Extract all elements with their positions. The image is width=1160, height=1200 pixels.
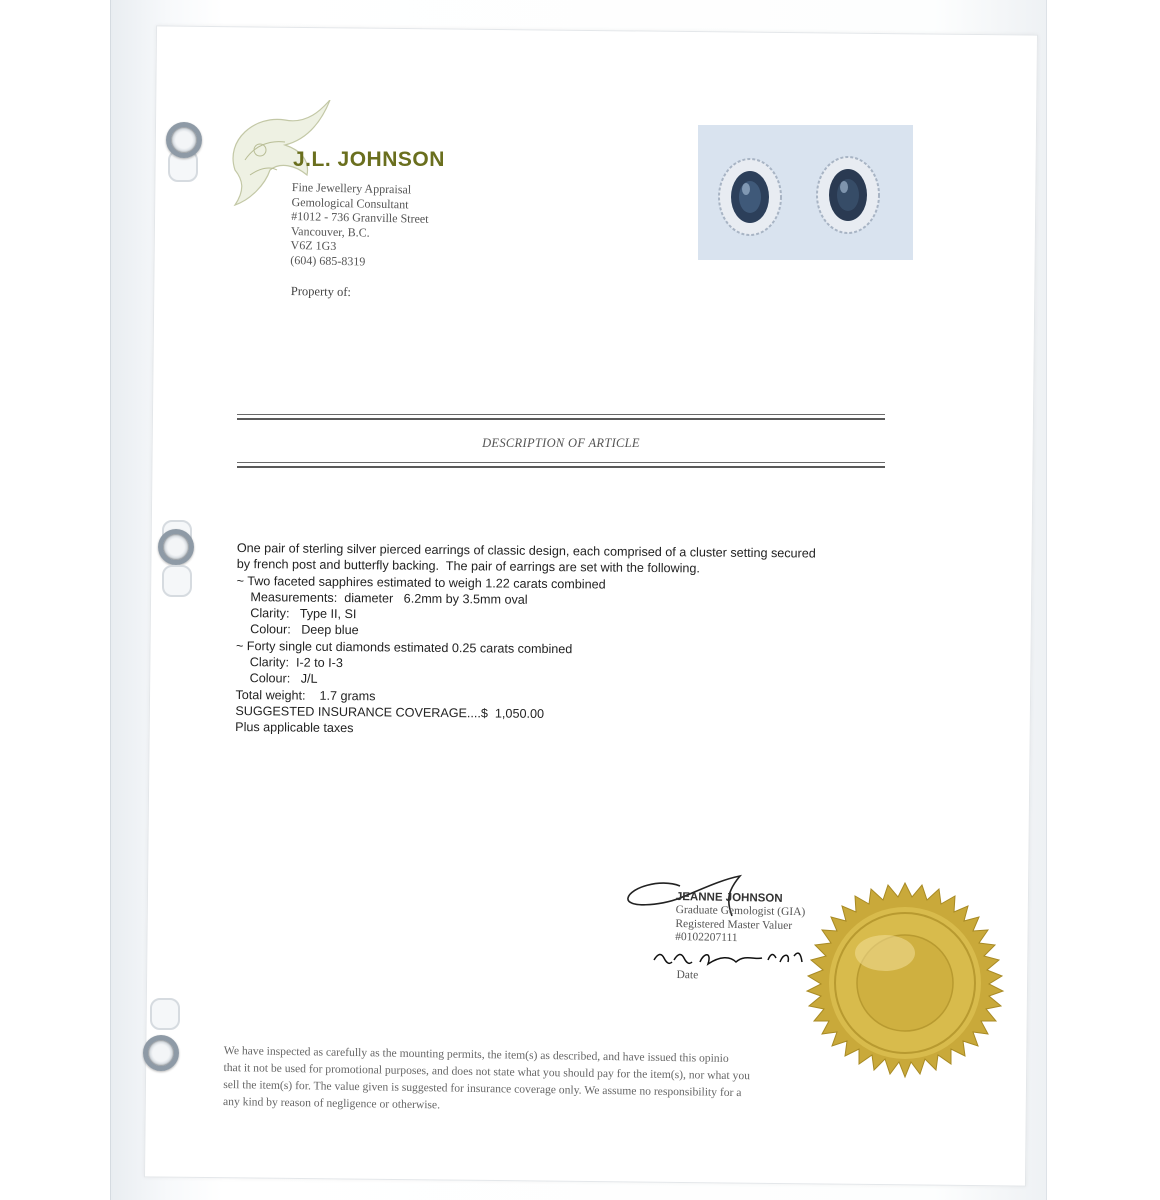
description-line: Colour: J/L xyxy=(235,671,318,687)
description-line: ~ Forty single cut diamonds estimated 0.25 carats combined xyxy=(235,638,573,657)
bottom-divider xyxy=(237,462,885,468)
address-line: Fine Jewellery Appraisal xyxy=(291,180,412,197)
disclaimer-line: that it not be used for promotional purposes, and does not state what you should pay for the item(s), nor what you xyxy=(223,1060,751,1083)
section-title: DESCRIPTION OF ARTICLE xyxy=(482,436,640,450)
top-divider xyxy=(237,414,885,420)
description-line: Clarity: Type II, SI xyxy=(236,606,357,622)
firm-address xyxy=(290,180,429,270)
firm-name: J.L. JOHNSON xyxy=(293,148,445,171)
description-line: ~ Two faceted sapphires estimated to weigh 1.22 carats combined xyxy=(236,573,606,592)
appraiser-name: JEANNE JOHNSON xyxy=(675,891,783,905)
appraiser-number: #0102207111 xyxy=(675,931,738,945)
binder-hole-icon xyxy=(158,529,194,565)
taxes-note: Plus applicable taxes xyxy=(235,720,354,736)
property-of-label: Property of: xyxy=(290,284,352,300)
earring-pair-icon xyxy=(698,125,913,260)
appraiser-credential: Graduate Gemologist (GIA) xyxy=(675,904,806,919)
binder-slot xyxy=(162,565,192,597)
earring-photo xyxy=(698,125,913,260)
binder-slot xyxy=(150,998,180,1030)
binder-hole-icon xyxy=(166,122,202,158)
description-line: Colour: Deep blue xyxy=(236,622,359,638)
disclaimer xyxy=(223,1042,864,1120)
address-line: V6Z 1G3 xyxy=(290,237,337,253)
address-line: Gemological Consultant xyxy=(291,194,409,211)
insurance-coverage: SUGGESTED INSURANCE COVERAGE....$ 1,050.00 xyxy=(235,703,545,721)
disclaimer-line: sell the item(s) for. The value given is suggested for insurance coverage only. We assume no responsibility for a xyxy=(223,1077,742,1100)
description-line: Clarity: I-2 to I-3 xyxy=(235,655,343,671)
article-description xyxy=(235,540,897,742)
total-weight: Total weight: 1.7 grams xyxy=(235,687,376,704)
description-line: by french post and butterfly backing. The pair of earrings are set with the following. xyxy=(236,557,701,576)
description-line: Measurements: diameter 6.2mm by 3.5mm oval xyxy=(236,589,528,607)
binder-hole-icon xyxy=(143,1035,179,1071)
disclaimer-line: any kind by reason of negligence or otherwise. xyxy=(222,1094,441,1112)
appraiser-credential: Registered Master Valuer xyxy=(675,917,793,932)
description-line: One pair of sterling silver pierced earrings of classic design, each comprised of a cluster setting secured xyxy=(236,540,816,561)
address-line: #1012 - 736 Granville Street xyxy=(291,208,429,226)
phone-number: (604) 685-8319 xyxy=(290,252,366,269)
handwritten-date-icon xyxy=(650,942,810,972)
address-line: Vancouver, B.C. xyxy=(290,223,370,240)
disclaimer-line: We have inspected as carefully as the mounting permits, the item(s) as described, and have issued this opinio xyxy=(223,1043,729,1065)
date-label: Date xyxy=(676,968,699,982)
